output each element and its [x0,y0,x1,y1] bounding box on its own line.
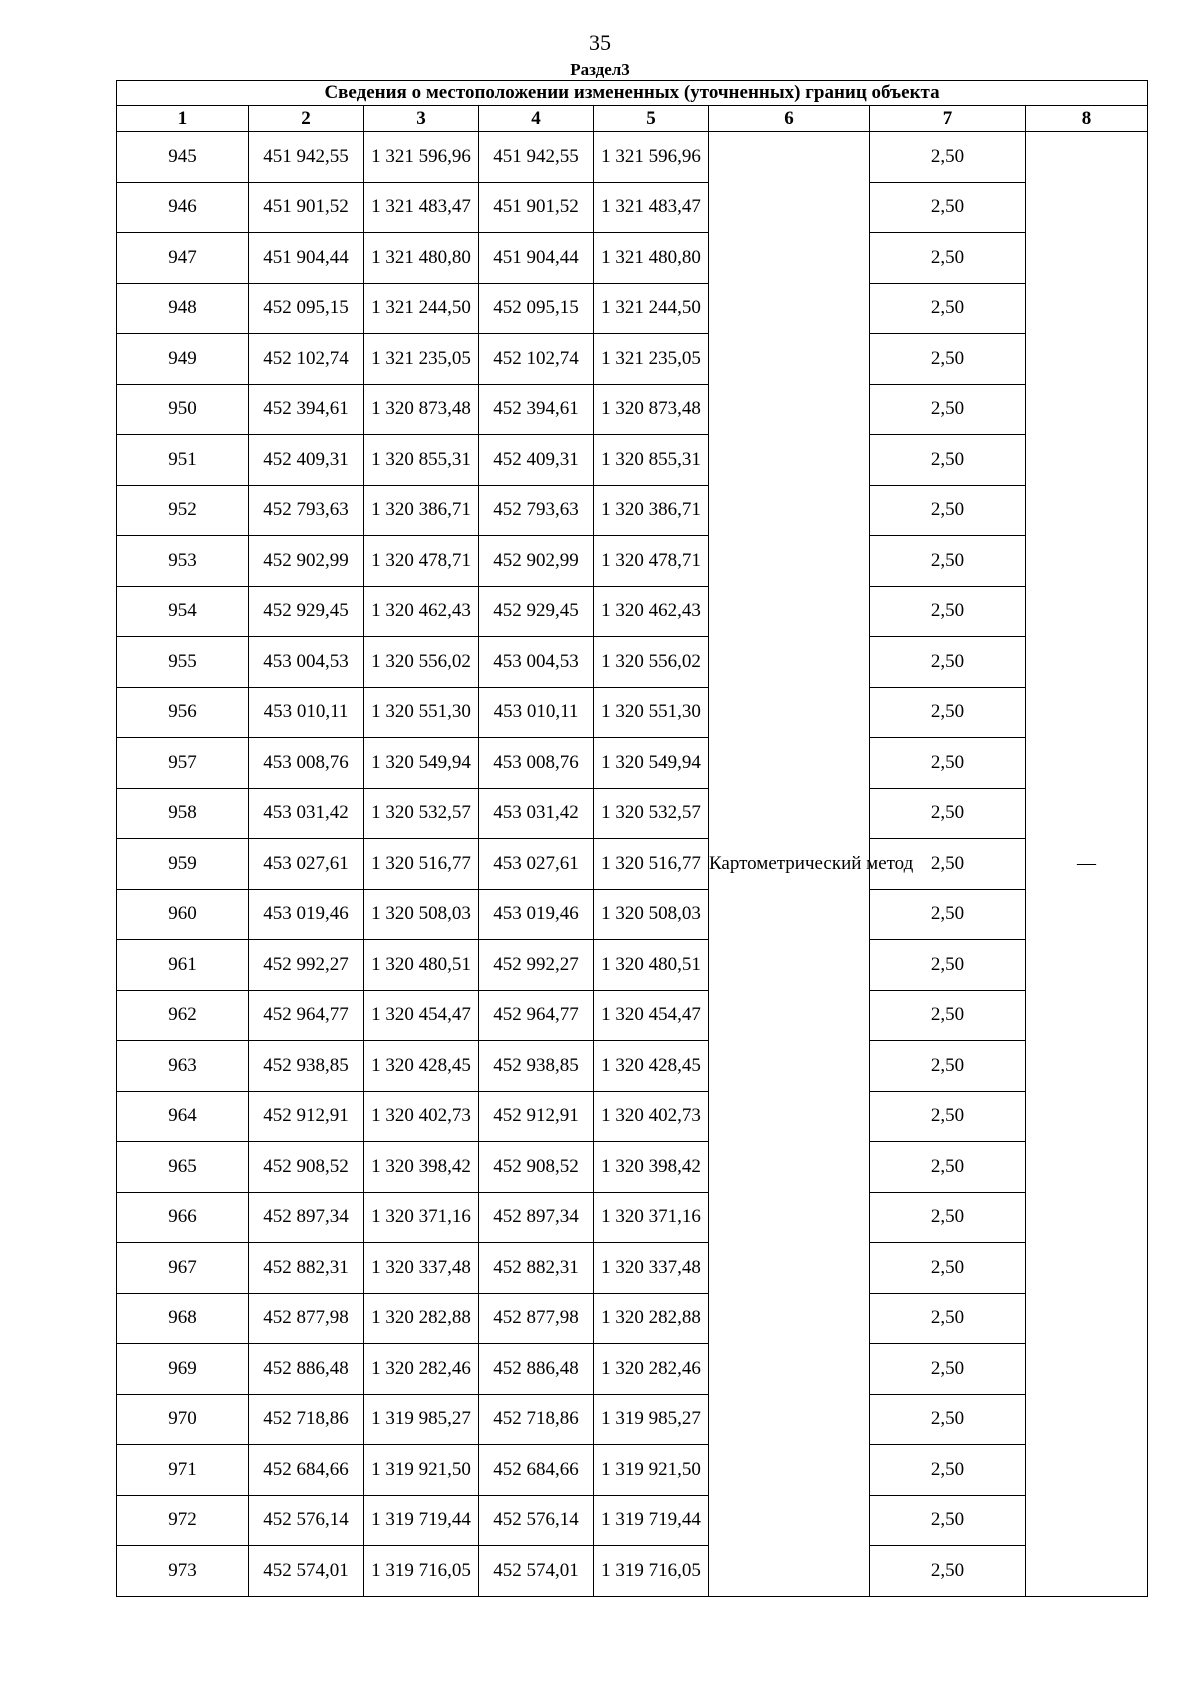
table-row [117,435,1148,486]
cell-col-5: 1 320 371,16 [594,1192,709,1243]
cell-col-2: 452 902,99 [249,536,364,587]
cell-col-5: 1 320 462,43 [594,586,709,637]
cell-col-1: 966 [117,1192,249,1243]
cell-col-2: 453 027,61 [249,839,364,890]
cell-col-1: 967 [117,1243,249,1294]
cell-col-1: 954 [117,586,249,637]
cell-col-1: 956 [117,687,249,738]
cell-col-5: 1 320 282,88 [594,1293,709,1344]
cell-col-4: 452 877,98 [479,1293,594,1344]
cell-col-7: 2,50 [870,687,1026,738]
table-row [117,334,1148,385]
cell-col-5: 1 320 386,71 [594,485,709,536]
table-row [117,1344,1148,1395]
cell-col-2: 452 964,77 [249,990,364,1041]
cell-col-4: 453 008,76 [479,738,594,789]
cell-col-4: 453 019,46 [479,889,594,940]
cell-col-7: 2,50 [870,1445,1026,1496]
table-row [117,687,1148,738]
column-header: 4 [479,106,594,132]
cell-col-2: 453 008,76 [249,738,364,789]
cell-col-4: 452 992,27 [479,940,594,991]
cell-col-2: 452 394,61 [249,384,364,435]
cell-col-2: 452 897,34 [249,1192,364,1243]
cell-col-3: 1 321 244,50 [364,283,479,334]
cell-col-3: 1 319 985,27 [364,1394,479,1445]
table-row [117,283,1148,334]
cell-col-7: 2,50 [870,1495,1026,1546]
cell-col-5: 1 320 282,46 [594,1344,709,1395]
cell-col-7: 2,50 [870,1243,1026,1294]
column-header: 1 [117,106,249,132]
table-row [117,738,1148,789]
cell-col-4: 452 095,15 [479,283,594,334]
cell-col-5: 1 320 516,77 [594,839,709,890]
cell-col-4: 452 793,63 [479,485,594,536]
table-row [117,940,1148,991]
cell-col-1: 947 [117,233,249,284]
cell-col-3: 1 320 402,73 [364,1091,479,1142]
cell-col-7: 2,50 [870,940,1026,991]
table-row [117,1445,1148,1496]
cell-col-7: 2,50 [870,1192,1026,1243]
table-row [117,1546,1148,1597]
cell-col-5: 1 319 719,44 [594,1495,709,1546]
cell-col-4: 453 004,53 [479,637,594,688]
cell-col-1: 969 [117,1344,249,1395]
cell-col-2: 452 576,14 [249,1495,364,1546]
cell-col-3: 1 320 549,94 [364,738,479,789]
cell-col-2: 453 004,53 [249,637,364,688]
cell-col-3: 1 320 398,42 [364,1142,479,1193]
cell-col-4: 452 684,66 [479,1445,594,1496]
cell-col-4: 452 912,91 [479,1091,594,1142]
cell-col-1: 961 [117,940,249,991]
cell-col-2: 453 019,46 [249,889,364,940]
table-row [117,485,1148,536]
cell-col-2: 452 102,74 [249,334,364,385]
cell-col-5: 1 319 985,27 [594,1394,709,1445]
cell-col-4: 451 904,44 [479,233,594,284]
cell-col-2: 452 877,98 [249,1293,364,1344]
cell-col-5: 1 321 244,50 [594,283,709,334]
cell-col-2: 452 929,45 [249,586,364,637]
cell-col-2: 452 409,31 [249,435,364,486]
cell-col-5: 1 319 921,50 [594,1445,709,1496]
column-header: 8 [1026,106,1148,132]
cell-col-7: 2,50 [870,1394,1026,1445]
cell-col-4: 451 901,52 [479,182,594,233]
cell-col-3: 1 321 596,96 [364,132,479,183]
column-number-row [117,106,1148,132]
cell-col-5: 1 320 873,48 [594,384,709,435]
cell-col-2: 453 010,11 [249,687,364,738]
cell-col-1: 952 [117,485,249,536]
table-row [117,132,1148,183]
cell-col-1: 946 [117,182,249,233]
table-row [117,839,1148,890]
table-row [117,1394,1148,1445]
cell-col-1: 965 [117,1142,249,1193]
cell-col-5: 1 320 454,47 [594,990,709,1041]
page-number: 35 [589,30,611,55]
cell-col-3: 1 319 719,44 [364,1495,479,1546]
cell-col-3: 1 321 480,80 [364,233,479,284]
cell-col-4: 452 409,31 [479,435,594,486]
cell-col-5: 1 320 551,30 [594,687,709,738]
cell-col-2: 452 793,63 [249,485,364,536]
cell-col-1: 957 [117,738,249,789]
table-row [117,586,1148,637]
column-header: 7 [870,106,1026,132]
cell-col-3: 1 320 454,47 [364,990,479,1041]
section-label: Раздел3 [570,60,630,79]
cell-col-2: 452 095,15 [249,283,364,334]
cell-col-3: 1 320 386,71 [364,485,479,536]
column-header: 2 [249,106,364,132]
table-row [117,990,1148,1041]
cell-col-7: 2,50 [870,536,1026,587]
cell-col-7: 2,50 [870,788,1026,839]
cell-col-5: 1 321 483,47 [594,182,709,233]
table-title: Сведения о местоположении измененных (уточненных) границ объекта [117,81,1148,106]
cell-col-3: 1 320 428,45 [364,1041,479,1092]
cell-col-4: 452 574,01 [479,1546,594,1597]
cell-col-3: 1 320 480,51 [364,940,479,991]
cell-col-7: 2,50 [870,990,1026,1041]
cell-col-4: 452 576,14 [479,1495,594,1546]
cell-col-4: 453 031,42 [479,788,594,839]
table-row [117,637,1148,688]
cell-col-3: 1 321 235,05 [364,334,479,385]
cell-col-4: 453 027,61 [479,839,594,890]
cell-col-2: 452 718,86 [249,1394,364,1445]
cell-col-4: 452 882,31 [479,1243,594,1294]
cell-col-7: 2,50 [870,1091,1026,1142]
cell-col-1: 959 [117,839,249,890]
cell-col-5: 1 320 508,03 [594,889,709,940]
cell-col-5: 1 320 478,71 [594,536,709,587]
cell-col-1: 953 [117,536,249,587]
cell-col-2: 452 886,48 [249,1344,364,1395]
column-header: 6 [709,106,870,132]
method-cell: Картометрический метод [709,132,870,1597]
cell-col-7: 2,50 [870,1344,1026,1395]
cell-col-3: 1 320 532,57 [364,788,479,839]
cell-col-7: 2,50 [870,586,1026,637]
cell-col-3: 1 320 462,43 [364,586,479,637]
cell-col-5: 1 321 596,96 [594,132,709,183]
cell-col-1: 962 [117,990,249,1041]
cell-col-5: 1 320 337,48 [594,1243,709,1294]
cell-col-1: 958 [117,788,249,839]
table-row [117,182,1148,233]
cell-col-2: 451 901,52 [249,182,364,233]
cell-col-1: 960 [117,889,249,940]
note-cell: — [1026,132,1148,1597]
cell-col-2: 453 031,42 [249,788,364,839]
cell-col-4: 452 897,34 [479,1192,594,1243]
column-header: 5 [594,106,709,132]
table-row [117,1293,1148,1344]
table-row [117,1091,1148,1142]
table-row [117,1041,1148,1092]
cell-col-7: 2,50 [870,435,1026,486]
cell-col-7: 2,50 [870,738,1026,789]
coordinates-table [116,80,1148,1597]
cell-col-5: 1 320 398,42 [594,1142,709,1193]
table-row [117,1142,1148,1193]
cell-col-7: 2,50 [870,1041,1026,1092]
cell-col-2: 452 574,01 [249,1546,364,1597]
cell-col-7: 2,50 [870,132,1026,183]
cell-col-5: 1 319 716,05 [594,1546,709,1597]
cell-col-2: 452 992,27 [249,940,364,991]
table-body [117,132,1148,1597]
cell-col-4: 452 964,77 [479,990,594,1041]
cell-col-3: 1 320 556,02 [364,637,479,688]
cell-col-1: 955 [117,637,249,688]
cell-col-5: 1 320 855,31 [594,435,709,486]
cell-col-4: 452 929,45 [479,586,594,637]
cell-col-1: 964 [117,1091,249,1142]
cell-col-5: 1 321 480,80 [594,233,709,284]
cell-col-7: 2,50 [870,637,1026,688]
cell-col-3: 1 320 337,48 [364,1243,479,1294]
table-row [117,1192,1148,1243]
cell-col-4: 452 908,52 [479,1142,594,1193]
cell-col-3: 1 321 483,47 [364,182,479,233]
table-row [117,233,1148,284]
cell-col-7: 2,50 [870,1546,1026,1597]
cell-col-2: 452 938,85 [249,1041,364,1092]
cell-col-1: 951 [117,435,249,486]
cell-col-2: 451 942,55 [249,132,364,183]
cell-col-3: 1 320 282,88 [364,1293,479,1344]
table-row [117,536,1148,587]
cell-col-1: 945 [117,132,249,183]
cell-col-2: 452 684,66 [249,1445,364,1496]
cell-col-5: 1 321 235,05 [594,334,709,385]
cell-col-7: 2,50 [870,839,1026,890]
cell-col-4: 452 102,74 [479,334,594,385]
table-row [117,384,1148,435]
cell-col-3: 1 319 716,05 [364,1546,479,1597]
cell-col-7: 2,50 [870,889,1026,940]
cell-col-1: 950 [117,384,249,435]
cell-col-2: 452 882,31 [249,1243,364,1294]
cell-col-3: 1 320 873,48 [364,384,479,435]
table-row [117,889,1148,940]
cell-col-7: 2,50 [870,233,1026,284]
cell-col-5: 1 320 428,45 [594,1041,709,1092]
cell-col-5: 1 320 549,94 [594,738,709,789]
table-row [117,1243,1148,1294]
cell-col-5: 1 320 532,57 [594,788,709,839]
table-row [117,788,1148,839]
column-header: 3 [364,106,479,132]
cell-col-1: 973 [117,1546,249,1597]
cell-col-7: 2,50 [870,384,1026,435]
cell-col-1: 949 [117,334,249,385]
cell-col-4: 452 938,85 [479,1041,594,1092]
cell-col-4: 451 942,55 [479,132,594,183]
cell-col-7: 2,50 [870,1142,1026,1193]
table-row [117,1495,1148,1546]
cell-col-1: 970 [117,1394,249,1445]
cell-col-3: 1 320 371,16 [364,1192,479,1243]
cell-col-2: 452 912,91 [249,1091,364,1142]
cell-col-3: 1 320 551,30 [364,687,479,738]
cell-col-4: 452 718,86 [479,1394,594,1445]
cell-col-5: 1 320 556,02 [594,637,709,688]
cell-col-3: 1 320 478,71 [364,536,479,587]
cell-col-3: 1 320 508,03 [364,889,479,940]
cell-col-1: 963 [117,1041,249,1092]
cell-col-4: 452 886,48 [479,1344,594,1395]
cell-col-7: 2,50 [870,1293,1026,1344]
cell-col-7: 2,50 [870,283,1026,334]
cell-col-4: 452 902,99 [479,536,594,587]
cell-col-4: 453 010,11 [479,687,594,738]
cell-col-2: 452 908,52 [249,1142,364,1193]
cell-col-7: 2,50 [870,182,1026,233]
cell-col-1: 971 [117,1445,249,1496]
cell-col-5: 1 320 480,51 [594,940,709,991]
cell-col-3: 1 320 516,77 [364,839,479,890]
cell-col-1: 972 [117,1495,249,1546]
cell-col-3: 1 320 282,46 [364,1344,479,1395]
cell-col-2: 451 904,44 [249,233,364,284]
cell-col-4: 452 394,61 [479,384,594,435]
cell-col-1: 968 [117,1293,249,1344]
cell-col-1: 948 [117,283,249,334]
cell-col-3: 1 319 921,50 [364,1445,479,1496]
cell-col-3: 1 320 855,31 [364,435,479,486]
cell-col-7: 2,50 [870,334,1026,385]
cell-col-7: 2,50 [870,485,1026,536]
cell-col-5: 1 320 402,73 [594,1091,709,1142]
